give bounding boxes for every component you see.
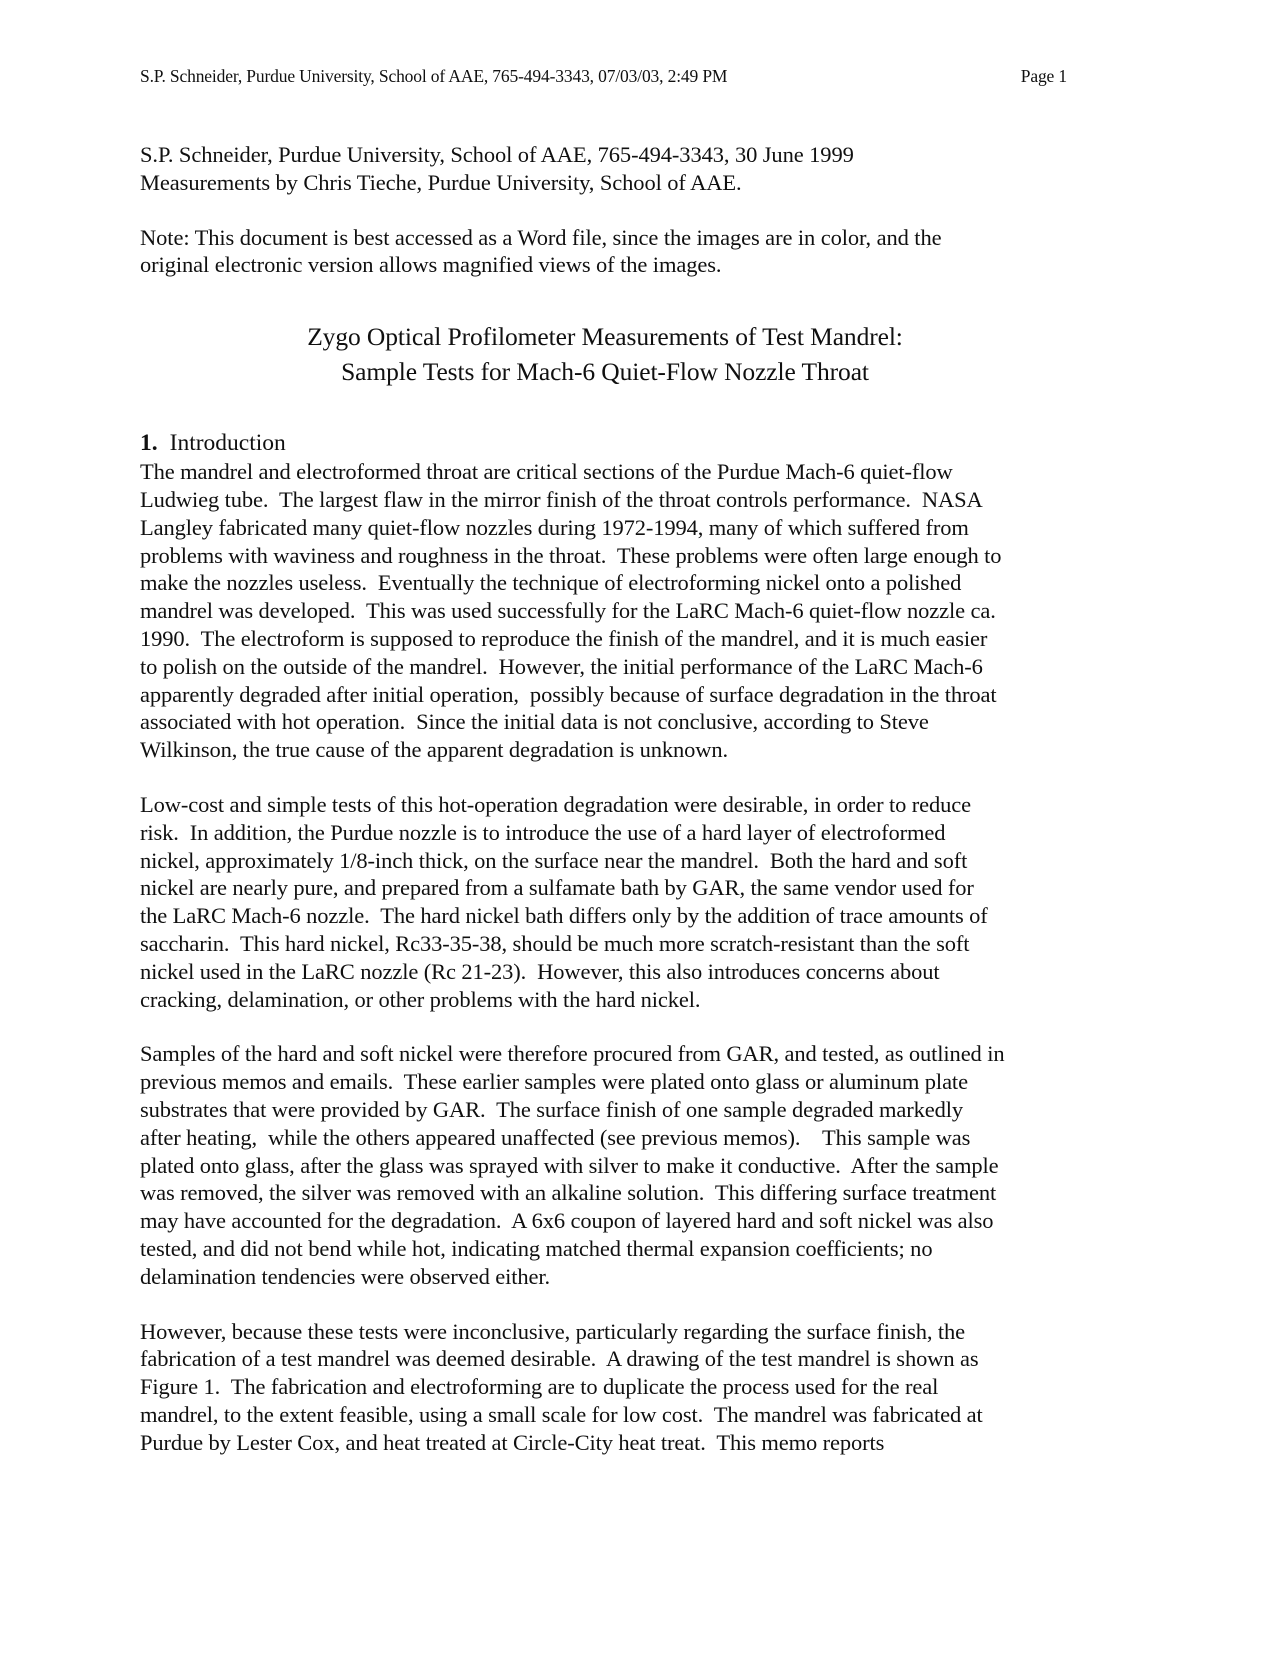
header-page-number: Page 1: [1020, 66, 1067, 86]
text-line: apparently degraded after initial operation, possibly because of surface degradation in the throat: [140, 681, 997, 707]
text-line: delamination tendencies were observed either.: [140, 1263, 551, 1289]
text-line: nickel are nearly pure, and prepared from a sulfamate bath by GAR, the same vendor used for: [140, 875, 974, 901]
title-line-2: Sample Tests for Mach-6 Quiet-Flow Nozzle Throat: [341, 357, 869, 387]
document-title: [140, 319, 1070, 389]
text-line: may have accounted for the degradation. A 6x6 coupon of layered hard and soft nickel was also: [140, 1208, 994, 1234]
text-line: Purdue by Lester Cox, and heat treated at Circle-City heat treat. This memo reports: [140, 1429, 885, 1455]
text-line: saccharin. This hard nickel, Rc33-35-38, should be much more scratch-resistant than the soft: [140, 930, 970, 956]
text-line: mandrel, to the extent feasible, using a small scale for low cost. The mandrel was fabricated at: [140, 1401, 983, 1427]
text-line: to polish on the outside of the mandrel. However, the initial performance of the LaRC Mach-6: [140, 653, 983, 679]
text-line: after heating, while the others appeared unaffected (see previous memos). This sample was: [140, 1124, 971, 1150]
text-line: Langley fabricated many quiet-flow nozzles during 1972-1994, many of which suffered from: [140, 514, 969, 540]
text-line: 1990. The electroform is supposed to reproduce the finish of the mandrel, and it is much easier: [140, 625, 988, 651]
text-line: substrates that were provided by GAR. The surface finish of one sample degraded markedly: [140, 1096, 964, 1122]
paragraph-intro-3: [140, 1040, 1070, 1290]
note-block: [140, 224, 1070, 280]
text-line: mandrel was developed. This was used successfully for the LaRC Mach-6 quiet-flow nozzle ca.: [140, 598, 996, 624]
text-line: tested, and did not bend while hot, indicating matched thermal expansion coefficients; no: [140, 1235, 933, 1261]
text-line: Ludwieg tube. The largest flaw in the mirror finish of the throat controls performance. NASA: [140, 486, 983, 512]
text-line: fabrication of a test mandrel was deemed desirable. A drawing of the test mandrel is shown as: [140, 1346, 979, 1372]
author-line-2: Measurements by Chris Tieche, Purdue University, School of AAE.: [140, 169, 742, 195]
author-line-1: S.P. Schneider, Purdue University, School of AAE, 765-494-3343, 30 June 1999: [140, 142, 854, 167]
text-line: Low-cost and simple tests of this hot-operation degradation were desirable, in order to reduce: [140, 791, 971, 817]
text-line: nickel used in the LaRC nozzle (Rc 21-23). However, this also introduces concerns about: [140, 958, 940, 984]
text-line: associated with hot operation. Since the initial data is not conclusive, according to Steve: [140, 709, 929, 735]
text-line: make the nozzles useless. Eventually the technique of electroforming nickel onto a polished: [140, 570, 962, 596]
text-line: Samples of the hard and soft nickel were therefore procured from GAR, and tested, as outlined in: [140, 1041, 1005, 1067]
section-title: Introduction: [169, 430, 286, 457]
text-line: Figure 1. The fabrication and electroforming are to duplicate the process used for the real: [140, 1374, 939, 1400]
paragraph-intro-2: [140, 791, 1070, 1013]
note-line-1: Note: This document is best accessed as a Word file, since the images are in color, and the: [140, 224, 942, 250]
note-line-2: original electronic version allows magnified views of the images.: [140, 252, 722, 278]
text-line: was removed, the silver was removed with an alkaline solution. This differing surface treatment: [140, 1180, 997, 1206]
text-line: However, because these tests were inconclusive, particularly regarding the surface finish, the: [140, 1318, 965, 1344]
running-header: [140, 0, 1070, 87]
section-number: 1.: [140, 430, 158, 457]
text-line: cracking, delamination, or other problems with the hard nickel.: [140, 986, 701, 1012]
text-line: nickel, approximately 1/8-inch thick, on the surface near the mandrel. Both the hard and soft: [140, 847, 968, 873]
text-line: previous memos and emails. These earlier samples were plated onto glass or aluminum plate: [140, 1069, 968, 1095]
text-line: Wilkinson, the true cause of the apparent degradation is unknown.: [140, 737, 728, 763]
author-block: [140, 141, 1070, 197]
paragraph-intro-4: [140, 1318, 1070, 1457]
page-content: [140, 0, 1070, 1479]
title-line-1: Zygo Optical Profilometer Measurements of Test Mandrel:: [307, 322, 903, 352]
header-author-line: S.P. Schneider, Purdue University, School of AAE, 765-494-3343, 07/03/03, 2:49 PM: [140, 66, 728, 86]
text-line: problems with waviness and roughness in the throat. These problems were often large enough to: [140, 542, 1002, 568]
paragraph-intro-1: [140, 458, 1070, 764]
text-line: The mandrel and electroformed throat are critical sections of the Purdue Mach-6 quiet-flow: [140, 459, 953, 485]
text-line: plated onto glass, after the glass was sprayed with silver to make it conductive. After the sample: [140, 1152, 999, 1178]
text-line: the LaRC Mach-6 nozzle. The hard nickel bath differs only by the addition of trace amounts of: [140, 903, 988, 929]
section-heading-introduction: [140, 429, 1070, 457]
text-line: risk. In addition, the Purdue nozzle is to introduce the use of a hard layer of electroformed: [140, 819, 946, 845]
